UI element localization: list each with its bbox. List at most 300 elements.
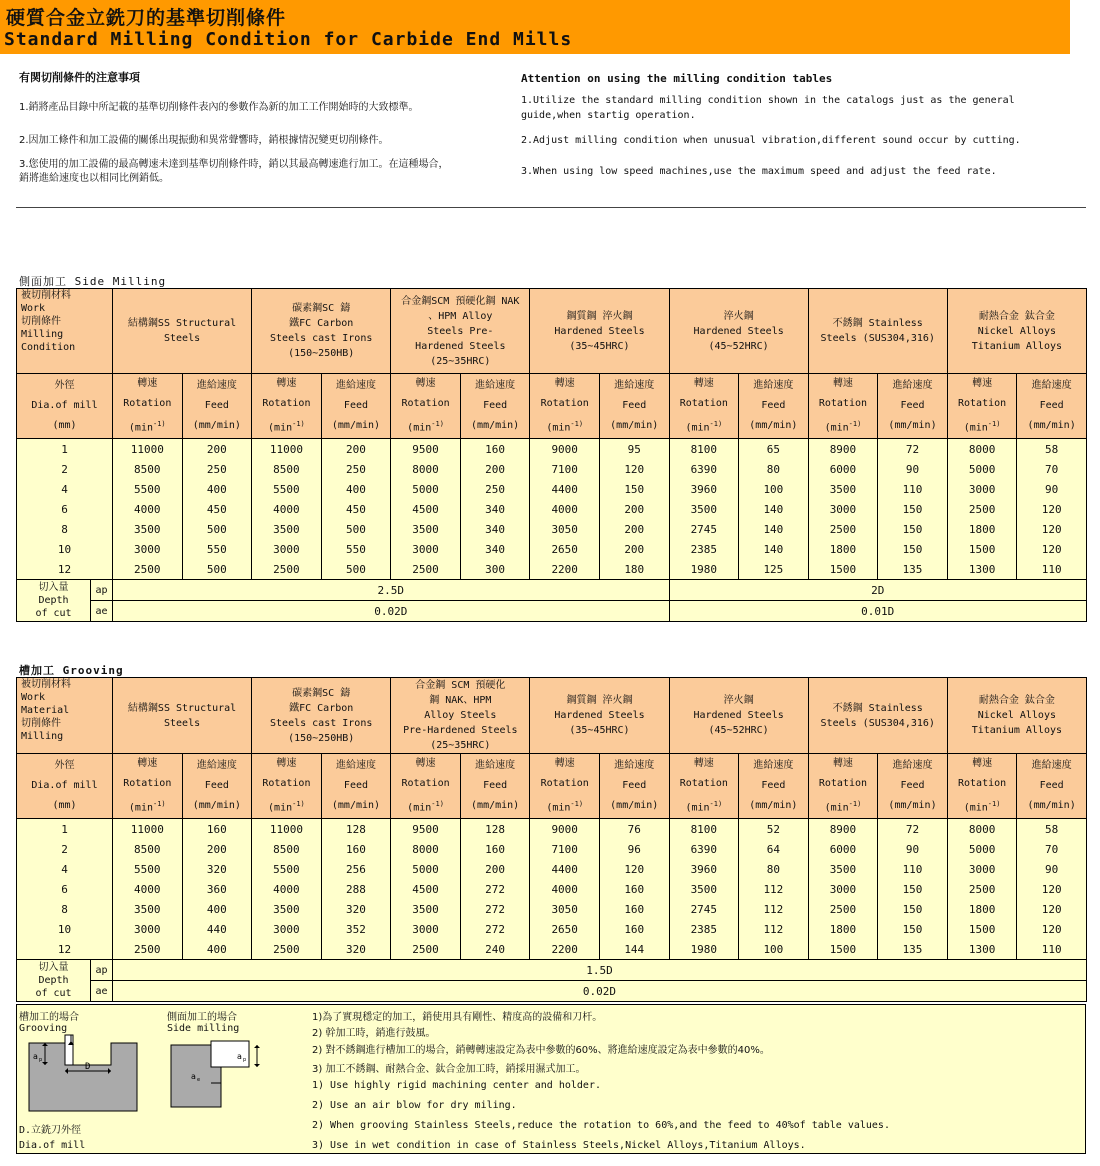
feed-cell: 150 bbox=[878, 899, 948, 919]
depth-ap-row bbox=[17, 960, 1087, 981]
rotation-en: Rotation bbox=[540, 778, 589, 789]
feed-cell: 120 bbox=[599, 459, 669, 479]
rotation-cell: 8500 bbox=[113, 839, 183, 859]
feed-cell: 272 bbox=[460, 899, 530, 919]
rotation-zh: 轉速 bbox=[554, 758, 575, 769]
depth-label-text: Depth bbox=[38, 975, 69, 987]
rotation-cell: 9000 bbox=[530, 819, 600, 840]
feed-cell: 500 bbox=[182, 559, 252, 580]
rotation-cell: 5000 bbox=[391, 859, 461, 879]
rotation-unit-text: (min bbox=[824, 422, 849, 434]
feed-header-text: (mm/min) bbox=[888, 420, 937, 432]
rotation-header bbox=[669, 374, 739, 439]
rotation-cell: 3960 bbox=[669, 479, 739, 499]
feed-cell: 90 bbox=[1017, 859, 1087, 879]
feed-cell: 135 bbox=[878, 559, 948, 580]
side-case-label-en: Side milling bbox=[167, 1023, 240, 1034]
feed-cell: 300 bbox=[460, 559, 530, 580]
rotation-cell: 1500 bbox=[947, 919, 1017, 939]
diameter-cell: 8 bbox=[17, 899, 113, 919]
rotation-cell: 2385 bbox=[669, 919, 739, 939]
feed-cell: 150 bbox=[878, 919, 948, 939]
feed-header bbox=[739, 754, 809, 819]
feed-header bbox=[460, 374, 530, 439]
rotation-header bbox=[530, 374, 600, 439]
rotation-cell: 1980 bbox=[669, 939, 739, 960]
diameter-cell: 2 bbox=[17, 459, 113, 479]
material-text: 結構鋼SS Structural bbox=[127, 318, 237, 329]
rotation-header bbox=[947, 754, 1017, 819]
ae-value: 0.02D bbox=[113, 981, 1087, 1002]
feed-header bbox=[878, 374, 948, 439]
material-text: Steels Pre- bbox=[427, 325, 494, 337]
rotation-cell: 1500 bbox=[808, 559, 878, 580]
feed-cell: 150 bbox=[878, 539, 948, 559]
depth-label-text: of cut bbox=[35, 608, 72, 620]
feed-cell: 128 bbox=[321, 819, 391, 840]
rotation-cell: 1800 bbox=[808, 919, 878, 939]
rotation-cell: 11000 bbox=[252, 439, 322, 460]
feed-cell: 288 bbox=[321, 879, 391, 899]
feed-cell: 200 bbox=[460, 859, 530, 879]
rotation-cell: 3000 bbox=[391, 539, 461, 559]
rotation-cell: 5500 bbox=[252, 859, 322, 879]
rotation-cell: 3960 bbox=[669, 859, 739, 879]
rotation-en: Rotation bbox=[679, 398, 728, 409]
corner-label-4: Condition bbox=[21, 342, 76, 353]
feed-cell: 100 bbox=[739, 939, 809, 960]
feed-cell: 120 bbox=[1017, 539, 1087, 559]
diameter-header-text: (mm) bbox=[52, 420, 77, 432]
rotation-cell: 6000 bbox=[808, 839, 878, 859]
material-text: (25~35HRC) bbox=[430, 355, 491, 367]
rotation-cell: 4000 bbox=[530, 499, 600, 519]
feed-header-text: Feed bbox=[343, 400, 369, 412]
rotation-cell: 2500 bbox=[808, 519, 878, 539]
feed-header-text: (mm/min) bbox=[331, 420, 381, 432]
ap-value: 1.5D bbox=[113, 960, 1087, 981]
feed-header-text: (mm/min) bbox=[610, 800, 659, 812]
feed-cell: 160 bbox=[460, 839, 530, 859]
rotation-cell: 1800 bbox=[947, 519, 1017, 539]
feed-header-text: Feed bbox=[343, 780, 369, 792]
rotation-header bbox=[252, 754, 322, 819]
material-text: Steels bbox=[164, 717, 201, 729]
rotation-unit bbox=[809, 794, 878, 818]
corner-label-3: 切削條件 bbox=[21, 718, 61, 729]
feed-cell: 90 bbox=[878, 839, 948, 859]
rotation-cell: 4500 bbox=[391, 879, 461, 899]
material-text: (45~52HRC) bbox=[708, 725, 769, 736]
feed-cell: 450 bbox=[321, 499, 391, 519]
rotation-cell: 1800 bbox=[808, 539, 878, 559]
rotation-cell: 8500 bbox=[252, 839, 322, 859]
feed-cell: 112 bbox=[739, 919, 809, 939]
rotation-unit bbox=[252, 794, 321, 818]
rotation-cell: 2650 bbox=[530, 539, 600, 559]
feed-cell: 400 bbox=[182, 939, 252, 960]
feed-cell: 320 bbox=[321, 939, 391, 960]
feed-header bbox=[739, 374, 809, 439]
rotation-cell: 6390 bbox=[669, 459, 739, 479]
rotation-cell: 1980 bbox=[669, 559, 739, 580]
material-text: 合金鋼SCM 預硬化鋼 NAK bbox=[401, 295, 520, 307]
rotation-cell: 6000 bbox=[808, 459, 878, 479]
rotation-cell: 3500 bbox=[808, 479, 878, 499]
feed-cell: 200 bbox=[599, 499, 669, 519]
footnote-zh-3: 2) 對不銹鋼進行槽加工的場合，銷轉轉速設定為表中參數的60%、將進給速度設定為表中參數的40%。 bbox=[312, 1045, 770, 1056]
feed-cell: 200 bbox=[460, 459, 530, 479]
diameter-cell: 6 bbox=[17, 499, 113, 519]
material-text: Hardened Steels bbox=[693, 710, 784, 721]
rotation-unit-sup: -1) bbox=[292, 420, 305, 428]
svg-text:e: e bbox=[197, 1077, 201, 1083]
depth-label-text: 切入量 bbox=[38, 962, 69, 974]
feed-header-text: Feed bbox=[900, 780, 925, 792]
rotation-zh: 轉速 bbox=[137, 378, 158, 389]
diameter-cell: 8 bbox=[17, 519, 113, 539]
feed-cell: 180 bbox=[599, 559, 669, 580]
table-row bbox=[17, 519, 1087, 539]
feed-header-text: (mm/min) bbox=[610, 420, 659, 432]
material-text: 碳素鋼SC 鑄 bbox=[292, 687, 351, 699]
note-zh-2: 2.因加工條件和加工設備的關係出現振動和異常聲響時，銷根據情況變更切削條件。 bbox=[19, 135, 389, 146]
rotation-zh: 轉速 bbox=[972, 378, 993, 389]
feed-cell: 272 bbox=[460, 919, 530, 939]
rotation-cell: 3500 bbox=[113, 899, 183, 919]
rotation-en: Rotation bbox=[123, 398, 172, 409]
rotation-unit-sup: -1) bbox=[292, 800, 305, 808]
feed-cell: 400 bbox=[182, 479, 252, 499]
rotation-zh: 轉速 bbox=[276, 378, 297, 389]
rotation-cell: 3500 bbox=[669, 499, 739, 519]
ap-symbol: ap bbox=[91, 960, 113, 981]
feed-cell: 95 bbox=[599, 439, 669, 460]
rotation-zh: 轉速 bbox=[693, 378, 714, 389]
rotation-unit bbox=[391, 794, 460, 818]
diameter-cell: 1 bbox=[17, 819, 113, 840]
rotation-cell: 4000 bbox=[113, 499, 183, 519]
feed-header bbox=[460, 754, 530, 819]
material-header-1 bbox=[252, 289, 391, 374]
rotation-en: Rotation bbox=[957, 398, 1007, 409]
rotation-unit-text: (min bbox=[128, 422, 153, 434]
rotation-unit bbox=[948, 794, 1017, 818]
feed-header-text: Feed bbox=[1039, 780, 1064, 792]
feed-cell: 250 bbox=[321, 459, 391, 479]
svg-text:p: p bbox=[39, 1057, 43, 1063]
rotation-cell: 4400 bbox=[530, 859, 600, 879]
feed-cell: 52 bbox=[739, 819, 809, 840]
table-row bbox=[17, 819, 1087, 840]
rotation-zh: 轉速 bbox=[554, 378, 575, 389]
depth-label-text: Depth bbox=[38, 595, 69, 607]
rotation-cell: 2500 bbox=[252, 939, 322, 960]
rotation-cell: 8000 bbox=[391, 839, 461, 859]
rotation-cell: 4000 bbox=[252, 499, 322, 519]
feed-header-text: 進給速度 bbox=[475, 760, 516, 772]
material-header-6 bbox=[947, 678, 1086, 754]
rotation-unit bbox=[670, 794, 739, 818]
material-header-3 bbox=[530, 678, 669, 754]
rotation-cell: 2500 bbox=[391, 559, 461, 580]
rotation-unit-sup: -1) bbox=[570, 420, 584, 428]
rotation-cell: 11000 bbox=[113, 439, 183, 460]
material-text: Hardened Steels bbox=[554, 325, 645, 337]
material-text: 不銹鋼 Stainless bbox=[832, 702, 923, 714]
feed-header-text: 進給速度 bbox=[892, 760, 933, 772]
rotation-cell: 5000 bbox=[947, 459, 1017, 479]
rotation-cell: 5000 bbox=[391, 479, 461, 499]
rotation-unit-text: (min bbox=[824, 802, 849, 814]
rotation-zh: 轉速 bbox=[693, 758, 714, 769]
rotation-unit-text: (min bbox=[407, 802, 432, 814]
feed-header-text: Feed bbox=[761, 780, 786, 792]
ae-value-left: 0.02D bbox=[113, 601, 670, 622]
diameter-header bbox=[17, 374, 113, 439]
feed-header bbox=[1017, 754, 1087, 819]
feed-cell: 200 bbox=[599, 519, 669, 539]
rotation-unit-sup: -1) bbox=[848, 800, 862, 808]
grooving-diagram bbox=[25, 1031, 143, 1113]
feed-cell: 90 bbox=[878, 459, 948, 479]
rotation-cell: 2500 bbox=[252, 559, 322, 580]
feed-header-text: 進給速度 bbox=[614, 380, 655, 392]
feed-header-text: 進給速度 bbox=[335, 760, 376, 772]
footnote-zh-1: 1)為了實現穩定的加工，銷使用具有剛性、精度高的設備和刀杆。 bbox=[312, 1012, 603, 1023]
feed-cell: 400 bbox=[321, 479, 391, 499]
note-zh-3b: 銷將進給速度也以相同比例銷低。 bbox=[19, 173, 169, 184]
feed-header-text: (mm/min) bbox=[749, 800, 798, 812]
material-header-5 bbox=[808, 678, 947, 754]
rotation-cell: 8000 bbox=[391, 459, 461, 479]
rotation-unit-sup: -1) bbox=[153, 800, 166, 808]
feed-header bbox=[321, 374, 391, 439]
footnote-en-1: 1) Use highly rigid machining center and holder. bbox=[312, 1080, 601, 1091]
feed-cell: 120 bbox=[599, 859, 669, 879]
depth-ap-row bbox=[17, 580, 1087, 601]
title-chinese: 硬質合金立銑刀的基準切削條件 bbox=[6, 7, 287, 29]
depth-ae-row bbox=[17, 981, 1087, 1002]
material-header-0 bbox=[113, 678, 252, 754]
feed-cell: 125 bbox=[739, 559, 809, 580]
side-milling-diagram bbox=[167, 1039, 275, 1111]
table-row bbox=[17, 439, 1087, 460]
rotation-cell: 2500 bbox=[947, 499, 1017, 519]
material-text: 鋼質鋼 淬火鋼 bbox=[566, 695, 633, 706]
rotation-cell: 2500 bbox=[113, 559, 183, 580]
diameter-label: D bbox=[85, 1062, 91, 1072]
rotation-zh: 轉速 bbox=[832, 378, 853, 389]
rotation-unit-text: (min bbox=[268, 422, 293, 434]
feed-header-text: (mm/min) bbox=[192, 800, 241, 812]
rotation-cell: 2500 bbox=[391, 939, 461, 960]
rotation-cell: 8500 bbox=[113, 459, 183, 479]
rotation-zh: 轉速 bbox=[276, 758, 297, 769]
material-text: 鋼質鋼 淬火鋼 bbox=[566, 310, 633, 322]
dia-of-mill-label-zh: D.立銑刀外徑 bbox=[19, 1125, 82, 1136]
feed-header-text: 進給速度 bbox=[1031, 760, 1072, 772]
feed-header bbox=[182, 374, 252, 439]
feed-cell: 76 bbox=[599, 819, 669, 840]
rotation-cell: 3000 bbox=[808, 879, 878, 899]
feed-header-text: 進給速度 bbox=[753, 380, 794, 392]
feed-cell: 140 bbox=[739, 499, 809, 519]
rotation-en: Rotation bbox=[401, 778, 450, 789]
corner-label-2: Material bbox=[21, 705, 70, 716]
feed-header-text: 進給速度 bbox=[335, 380, 376, 392]
ae-symbol: ae bbox=[91, 981, 113, 1002]
feed-cell: 160 bbox=[460, 439, 530, 460]
rotation-cell: 1500 bbox=[808, 939, 878, 960]
rotation-unit bbox=[113, 794, 182, 818]
rotation-cell: 2650 bbox=[530, 919, 600, 939]
corner-label-4: Milling bbox=[21, 731, 64, 742]
work-condition-corner bbox=[17, 678, 113, 754]
feed-header-text: Feed bbox=[622, 780, 647, 792]
rotation-unit-sup: -1) bbox=[709, 420, 723, 428]
feed-cell: 96 bbox=[599, 839, 669, 859]
feed-cell: 272 bbox=[460, 879, 530, 899]
rotation-cell: 2745 bbox=[669, 519, 739, 539]
grooving-case-label-en: Grooving bbox=[19, 1023, 68, 1034]
feed-header bbox=[599, 754, 669, 819]
material-text: 不銹鋼 Stainless bbox=[832, 318, 923, 329]
feed-header-text: Feed bbox=[622, 400, 647, 412]
rotation-cell: 4400 bbox=[530, 479, 600, 499]
feed-cell: 150 bbox=[878, 879, 948, 899]
diameter-cell: 4 bbox=[17, 859, 113, 879]
rotation-cell: 8900 bbox=[808, 439, 878, 460]
feed-cell: 500 bbox=[321, 559, 391, 580]
note-en-2: 2.Adjust milling condition when unusual vibration,different sound occur by cutting. bbox=[521, 135, 1021, 146]
feed-header-text: Feed bbox=[900, 400, 925, 412]
rotation-cell: 2745 bbox=[669, 899, 739, 919]
feed-header-text: Feed bbox=[761, 400, 786, 412]
feed-cell: 200 bbox=[599, 539, 669, 559]
depth-of-cut-label bbox=[17, 960, 91, 1002]
rotation-header bbox=[669, 754, 739, 819]
material-text: Alloy Steels bbox=[424, 710, 497, 721]
feed-cell: 144 bbox=[599, 939, 669, 960]
rotation-header bbox=[391, 754, 461, 819]
rotation-unit-text: (min bbox=[685, 802, 710, 814]
material-text: Titanium Alloys bbox=[971, 725, 1063, 736]
footnote-zh-4: 3) 加工不銹鋼、耐熱合金、鈦合金加工時，銷採用濕式加工。 bbox=[312, 1064, 586, 1075]
feed-cell: 110 bbox=[1017, 559, 1087, 580]
feed-cell: 120 bbox=[1017, 899, 1087, 919]
feed-cell: 150 bbox=[599, 479, 669, 499]
rotation-header bbox=[252, 374, 322, 439]
rotation-en: Rotation bbox=[401, 398, 450, 409]
feed-header-text: Feed bbox=[483, 780, 508, 792]
rotation-unit bbox=[252, 414, 321, 438]
rotation-cell: 7100 bbox=[530, 459, 600, 479]
diameter-header-text: Dia.of mill bbox=[31, 400, 98, 412]
rotation-cell: 4000 bbox=[113, 879, 183, 899]
feed-cell: 135 bbox=[878, 939, 948, 960]
feed-cell: 120 bbox=[1017, 499, 1087, 519]
rotation-unit-sup: -1) bbox=[431, 420, 444, 428]
feed-cell: 150 bbox=[878, 519, 948, 539]
rotation-unit bbox=[809, 414, 878, 438]
ap-symbol: ap bbox=[91, 580, 113, 601]
feed-header bbox=[182, 754, 252, 819]
feed-cell: 320 bbox=[182, 859, 252, 879]
feed-cell: 150 bbox=[878, 499, 948, 519]
rotation-cell: 6390 bbox=[669, 839, 739, 859]
footnote-en-3: 2) When grooving Stainless Steels,reduce the rotation to 60%,and the feed to 40%of table values. bbox=[312, 1120, 890, 1131]
feed-cell: 70 bbox=[1017, 459, 1087, 479]
material-header-4 bbox=[669, 678, 808, 754]
rotation-cell: 11000 bbox=[113, 819, 183, 840]
rotation-cell: 3000 bbox=[947, 479, 1017, 499]
rotation-cell: 8100 bbox=[669, 439, 739, 460]
feed-header-text: 進給速度 bbox=[196, 760, 237, 772]
rotation-unit-text: (min bbox=[546, 802, 571, 814]
material-header-row bbox=[17, 289, 1087, 374]
feed-cell: 120 bbox=[1017, 919, 1087, 939]
material-header-row bbox=[17, 678, 1087, 754]
diameter-cell: 10 bbox=[17, 539, 113, 559]
material-header-4 bbox=[669, 289, 808, 374]
feed-cell: 352 bbox=[321, 919, 391, 939]
diameter-cell: 10 bbox=[17, 919, 113, 939]
rotation-cell: 9500 bbox=[391, 819, 461, 840]
feed-cell: 500 bbox=[182, 519, 252, 539]
material-header-2 bbox=[391, 289, 530, 374]
rotation-en: Rotation bbox=[123, 778, 172, 789]
rotation-unit bbox=[530, 794, 599, 818]
feed-cell: 128 bbox=[460, 819, 530, 840]
corner-label-1: Work bbox=[21, 692, 46, 703]
rotation-unit bbox=[670, 414, 739, 438]
feed-header-text: Feed bbox=[483, 400, 508, 412]
diameter-header-text: Dia.of mill bbox=[31, 780, 98, 792]
rotation-cell: 8500 bbox=[252, 459, 322, 479]
feed-cell: 72 bbox=[878, 439, 948, 460]
rotation-cell: 2500 bbox=[113, 939, 183, 960]
rotation-zh: 轉速 bbox=[137, 758, 158, 769]
svg-text:a: a bbox=[237, 1052, 242, 1061]
rotation-unit-sup: -1) bbox=[709, 800, 723, 808]
rotation-unit bbox=[948, 414, 1017, 438]
material-text: (150~250HB) bbox=[288, 348, 355, 359]
rotation-cell: 4000 bbox=[252, 879, 322, 899]
corner-label-0: 被切削材料 bbox=[21, 290, 71, 301]
table-row bbox=[17, 539, 1087, 559]
ap-value-left: 2.5D bbox=[113, 580, 670, 601]
notes-heading-zh: 有関切削條件的注意事項 bbox=[19, 71, 140, 84]
feed-cell: 120 bbox=[1017, 879, 1087, 899]
rotation-en: Rotation bbox=[818, 778, 868, 789]
feed-cell: 400 bbox=[182, 899, 252, 919]
dia-of-mill-label-en: Dia.of mill bbox=[19, 1140, 86, 1151]
corner-labels bbox=[17, 289, 112, 373]
rotation-header bbox=[808, 754, 878, 819]
rotation-cell: 2200 bbox=[530, 559, 600, 580]
feed-header-text: (mm/min) bbox=[331, 800, 381, 812]
rotation-header bbox=[808, 374, 878, 439]
work-condition-corner bbox=[17, 289, 113, 374]
feed-header-text: 進給速度 bbox=[753, 760, 794, 772]
rotation-cell: 1300 bbox=[947, 559, 1017, 580]
feed-cell: 360 bbox=[182, 879, 252, 899]
diameter-cell: 12 bbox=[17, 559, 113, 580]
rotation-en: Rotation bbox=[262, 398, 311, 409]
rotation-cell: 5500 bbox=[113, 479, 183, 499]
feed-header-text: (mm/min) bbox=[1027, 800, 1076, 812]
